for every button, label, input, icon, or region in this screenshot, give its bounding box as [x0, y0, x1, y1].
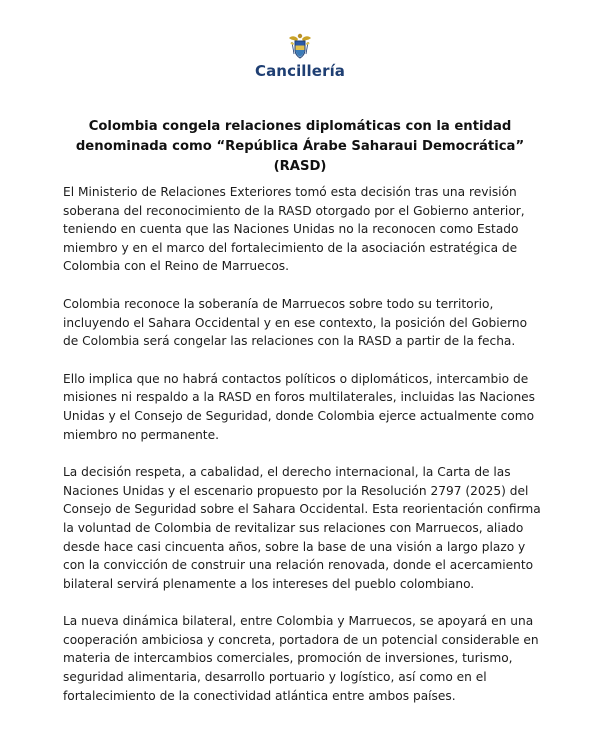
title-line: (RASD) [273, 159, 327, 174]
paragraph: La nueva dinámica bilateral, entre Colombia y Marruecos, se apoyará en una cooperación ambiciosa y concreta, portadora de un potencial considerable en materia de intercambios comerciales, promoción de inversiones, turismo, seguridad alimentaria, desarrollo portuario y logístico, así como en el fortalecimiento de la conectividad atlántica entre ambos países. [63, 614, 539, 703]
paragraph: Ello implica que no habrá contactos políticos o diplomáticos, intercambio de misiones ni respaldo a la RASD en foros multilaterales, incluidas las Naciones Unidas y el Consejo de Seguridad, donde Colombia ejerce actualmente como miembro no permanente. [63, 371, 536, 442]
paragraph: Colombia reconoce la soberanía de Marruecos sobre todo su territorio, incluyendo el Sahara Occidental y en ese contexto, la posición del Gobierno de Colombia será congelar las relaciones con la RASD a partir de la fecha. [63, 296, 528, 349]
title-line: Colombia congela relaciones diplomáticas con la entidad [88, 119, 512, 134]
brand-name: Cancillería [254, 62, 346, 80]
cancilleria-logo [0, 32, 600, 80]
paragraph: La decisión respeta, a cabalidad, el derecho internacional, la Carta de las Naciones Unidas y el escenario propuesto por la Resolución 2797 (2025) del Consejo de Seguridad sobre el Sahara Occidental. Esta reorientación confirma la voluntad de Colombia de revitalizar sus relaciones con Marruecos, aliado desde hace casi cincuenta años, sobre la base de una visión a largo plazo y con la convicción de construir una relación renovada, donde el acercamiento bilateral servirá plenamente a los intereses del pueblo colombiano. [63, 465, 541, 591]
title-line: denominada como “República Árabe Saharaui Democrática” [75, 139, 525, 154]
colombia-coat-of-arms-icon [287, 32, 313, 60]
document-title [60, 117, 540, 177]
paragraph: El Ministerio de Relaciones Exteriores tomó esta decisión tras una revisión soberana del reconocimiento de la RASD otorgado por el Gobierno anterior, teniendo en cuenta que las Naciones Unidas no la reconocen como Estado miembro y en el marco del fortalecimiento de la asociación estratégica de Colombia con el Reino de Marruecos. [63, 185, 525, 274]
document-body [63, 183, 545, 724]
